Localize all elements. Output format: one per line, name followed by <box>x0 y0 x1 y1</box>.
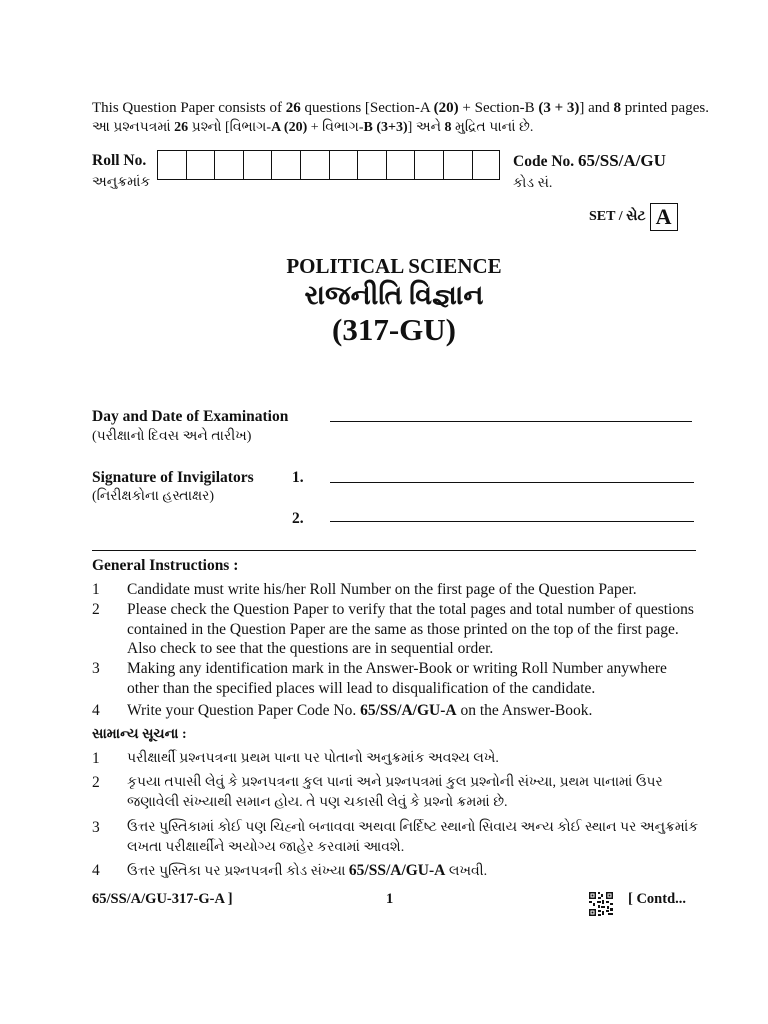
paper-info-text: પ્રશ્નો [વિભાગ- <box>188 120 272 135</box>
paper-info-en <box>92 100 709 117</box>
paper-info-text: questions [Section-A <box>300 100 434 116</box>
qr-code-icon <box>588 891 614 917</box>
instruction-text <box>127 701 702 721</box>
instruction-gu-3 <box>92 818 702 858</box>
roll-number-cell[interactable] <box>214 150 243 180</box>
instruction-en-1 <box>92 580 702 600</box>
signature-2-field[interactable] <box>330 521 694 522</box>
section-b-count: B (3+3) <box>363 120 408 135</box>
set-label: SET / સેટ <box>589 209 646 224</box>
paper-info-text: ] અને <box>407 120 445 135</box>
subject-code: (317-GU) <box>332 312 456 347</box>
roll-number-cell[interactable] <box>329 150 358 180</box>
paper-info-text: This Question Paper consists of <box>92 100 286 116</box>
paper-info-text: ] and <box>579 100 614 116</box>
instruction-text: Making any identification mark in the Answer-Book or writing Roll Number anywhere other than the specified places will lead to disqualification of the candidate. <box>127 660 667 697</box>
question-count: 26 <box>285 100 301 116</box>
instruction-number: 1 <box>92 581 100 598</box>
roll-number-cell[interactable] <box>300 150 329 180</box>
invigilator-signature-label: Signature of Invigilators <box>92 469 254 486</box>
instruction-number: 4 <box>92 702 100 719</box>
roll-number-boxes[interactable] <box>157 150 500 182</box>
instruction-text <box>127 861 702 882</box>
instruction-text: Please check the Question Paper to verify that the total pages and total number of questions contained in the Question Paper are the same as those printed on the top of the first page. Also check to see that the questions are in sequential order. <box>127 601 694 657</box>
footer-paper-code: 65/SS/A/GU-317-G-A ] <box>92 891 233 907</box>
instruction-text-part: ઉત્તર પુસ્તિકા પર પ્રશ્નપત્રની કોડ સંખ્યા <box>127 864 349 879</box>
code-value: 65/SS/A/GU <box>578 151 666 170</box>
roll-number-cell[interactable] <box>472 150 501 180</box>
roll-label-en: Roll No. <box>92 152 147 169</box>
question-count: 26 <box>174 120 189 135</box>
instruction-text: પરીક્ષાર્થી પ્રશ્નપત્રના પ્રથમ પાના પર પોતાનો અનુક્રમાંક અવશ્ય લખે. <box>127 751 499 766</box>
instruction-number: 2 <box>92 774 100 791</box>
exam-date-field[interactable] <box>330 421 692 422</box>
set-value-box: A <box>650 203 678 231</box>
instruction-text-part: on the Answer-Book. <box>456 702 593 719</box>
instruction-en-2 <box>92 600 702 659</box>
roll-number-cell[interactable] <box>357 150 386 180</box>
paper-info-text: મુદ્રિત પાનાં છે. <box>451 120 534 135</box>
instruction-text: ઉત્તર પુસ્તિકામાં કોઈ પણ ચિહ્નો બનાવવા અથવા નિર્દિષ્ટ સ્થાનો સિવાય અન્ય કોઈ સ્થાન પર અનુક્રમાંક લખતા પરીક્ષાર્થીને અયોગ્ય જાહેર કરવામાં આવશે. <box>127 820 699 855</box>
exam-date-label: Day and Date of Examination <box>92 408 289 425</box>
roll-number-cell[interactable] <box>443 150 472 180</box>
page-number: 1 <box>386 891 394 907</box>
instruction-gu-2 <box>92 773 702 813</box>
page-count: 8 <box>444 120 452 135</box>
instruction-en-3 <box>92 659 702 698</box>
subject-title-en: POLITICAL SCIENCE <box>286 254 502 278</box>
section-a-count: (20) <box>433 100 459 116</box>
roll-label-gu: અનુક્રમાંક <box>92 175 151 190</box>
instruction-number: 2 <box>92 601 100 618</box>
general-instructions-heading: General Instructions : <box>92 557 239 574</box>
instruction-number: 1 <box>92 750 100 767</box>
invigilator-signature-label-gu: (નિરીક્ષકોના હસ્તાક્ષર) <box>92 489 215 504</box>
roll-number-cell[interactable] <box>157 150 186 180</box>
roll-number-cell[interactable] <box>271 150 300 180</box>
paper-info-text: + Section-B <box>458 100 539 116</box>
page-count: 8 <box>613 100 622 116</box>
paper-info-gu <box>92 120 533 136</box>
signature-1-number: 1. <box>292 469 304 486</box>
continued-label: [ Contd... <box>628 891 687 907</box>
instruction-text: Candidate must write his/her Roll Number on the first page of the Question Paper. <box>127 581 637 598</box>
roll-number-cell[interactable] <box>386 150 415 180</box>
general-instructions-heading-gu: સામાન્ય સૂચના : <box>92 727 187 742</box>
roll-number-label <box>92 150 150 194</box>
paper-info-text: આ પ્રશ્નપત્રમાં <box>92 120 175 135</box>
code-label-en: Code No. <box>513 153 579 170</box>
signature-2-number: 2. <box>292 510 304 527</box>
paper-info-text: printed pages. <box>621 100 709 116</box>
roll-number-cell[interactable] <box>414 150 443 180</box>
code-label-gu: કોડ સં. <box>513 176 553 191</box>
instruction-number: 3 <box>92 819 100 836</box>
instruction-en-4 <box>92 701 702 721</box>
section-b-count: (3 + 3) <box>538 100 580 116</box>
code-number <box>513 150 666 195</box>
signature-1-field[interactable] <box>330 482 694 483</box>
instruction-paper-code: 65/SS/A/GU-A <box>348 862 446 879</box>
instruction-gu-1 <box>92 749 702 769</box>
instruction-number: 4 <box>92 862 100 879</box>
set-indicator <box>589 203 678 231</box>
roll-number-cell[interactable] <box>243 150 272 180</box>
exam-date-label-gu: (પરીક્ષાનો દિવસ અને તારીખ) <box>92 429 252 444</box>
instruction-text-part: લખવી. <box>445 864 488 879</box>
paper-info-text: + વિભાગ- <box>307 120 364 135</box>
instruction-text: કૃપયા તપાસી લેવું કે પ્રશ્નપત્રના કુલ પાનાં અને પ્રશ્નપત્રમાં કુલ પ્રશ્નોની સંખ્યા, પ્રથમ પાનામાં ઉપર જણાવેલી સંખ્યાથી સમાન હોય. તે પણ ચકાસી લેવું કે પ્રશ્નો ક્રમમાં છે. <box>127 775 663 810</box>
instruction-gu-4 <box>92 861 702 882</box>
instruction-text-part: Write your Question Paper Code No. <box>127 702 361 719</box>
instruction-number: 3 <box>92 660 100 677</box>
section-a-count: A (20) <box>271 120 308 135</box>
subject-title-gu: રાજનીતિ વિજ્ઞાન <box>304 280 484 310</box>
divider <box>92 550 696 551</box>
roll-number-cell[interactable] <box>186 150 215 180</box>
instruction-paper-code: 65/SS/A/GU-A <box>360 702 457 719</box>
